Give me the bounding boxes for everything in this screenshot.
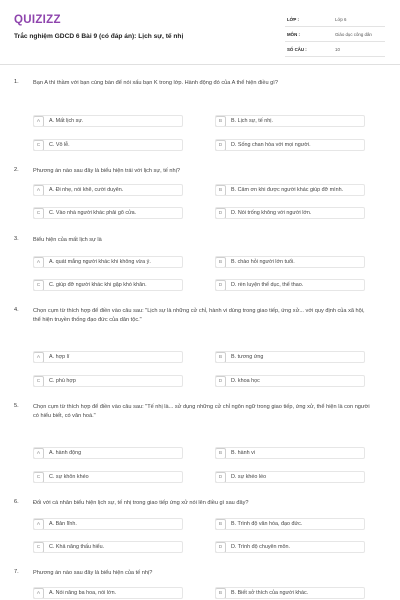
option-a[interactable] [33, 115, 83, 127]
option-box [215, 587, 365, 599]
option-text: A. hợp lí [49, 354, 70, 360]
option-text: C. phù hợp [49, 378, 76, 384]
question-number: 6. [14, 499, 19, 505]
question-number: 5. [14, 403, 19, 409]
header-divider [0, 64, 400, 65]
option-box [33, 184, 183, 196]
option-letter: B [215, 116, 226, 127]
option-d[interactable] [215, 139, 311, 151]
option-text: C. giúp đỡ người khác khi gặp khó khăn. [49, 282, 147, 288]
option-c[interactable] [33, 207, 136, 219]
option-letter: D [215, 280, 226, 291]
info-label: SỐ CÂU : [287, 46, 307, 52]
worksheet-header [0, 0, 400, 62]
question-number: 4. [14, 307, 19, 313]
option-letter: A [33, 185, 44, 196]
option-c[interactable] [33, 541, 104, 553]
option-d[interactable] [215, 541, 290, 553]
option-box [33, 471, 183, 483]
option-box [33, 256, 183, 268]
option-box [215, 207, 365, 219]
option-text: C. sự khôn khéo [49, 474, 89, 480]
option-b[interactable] [215, 587, 308, 599]
option-text: D. Nói trống không với người lớn. [231, 210, 312, 216]
info-label: MÔN : [287, 31, 300, 37]
option-box [33, 518, 183, 530]
option-box [215, 139, 365, 151]
option-letter: C [33, 376, 44, 387]
option-box [33, 207, 183, 219]
option-text: C. Khả năng thấu hiểu. [49, 544, 105, 550]
option-letter: D [215, 472, 226, 483]
option-box [215, 256, 365, 268]
option-text: C. Vào nhà người khác phải gõ cửa. [49, 210, 137, 216]
info-value: Lớp 6 [335, 16, 347, 22]
option-text: D. rèn luyện thể dục, thể thao. [231, 282, 304, 288]
option-c[interactable] [33, 139, 70, 151]
option-text: A. Đi nhẹ, nói khẽ, cười duyên. [49, 187, 124, 193]
option-box [215, 541, 365, 553]
info-value: Giáo dục công dân [335, 31, 372, 37]
option-b[interactable] [215, 115, 273, 127]
option-text: B. Trình độ văn hóa, đạo đức. [231, 521, 303, 527]
option-letter: D [215, 208, 226, 219]
option-letter: C [33, 542, 44, 553]
option-box [33, 587, 183, 599]
option-letter: C [33, 280, 44, 291]
option-text: B. chào hỏi người lớn tuổi. [231, 259, 295, 265]
option-c[interactable] [33, 375, 76, 387]
option-a[interactable] [33, 184, 123, 196]
option-box [215, 471, 365, 483]
info-row-class [285, 12, 385, 27]
option-d[interactable] [215, 471, 266, 483]
option-c[interactable] [33, 279, 147, 291]
option-box [215, 115, 365, 127]
option-letter: B [215, 352, 226, 363]
option-box [33, 139, 183, 151]
question-text: Phương án nào sau đây là biểu hiện trái với lịch sự, tế nhị? [33, 168, 180, 174]
option-letter: A [33, 519, 44, 530]
option-d[interactable] [215, 279, 303, 291]
option-box [33, 351, 183, 363]
option-b[interactable] [215, 184, 343, 196]
option-d[interactable] [215, 207, 311, 219]
option-text: D. sự khéo léo [231, 474, 267, 480]
option-a[interactable] [33, 518, 77, 530]
option-letter: B [215, 448, 226, 459]
option-text: B. Lịch sự, tế nhị. [231, 118, 273, 124]
option-b[interactable] [215, 518, 302, 530]
option-text: B. Biết sở thích của người khác. [231, 590, 309, 596]
question-text: Bạn A thì thầm với bạn cùng bàn để nói xấu bạn K trong lớp. Hành động đó của A thể hiện điều gì? [33, 80, 278, 86]
option-text: D. Trình độ chuyên môn. [231, 544, 291, 550]
option-b[interactable] [215, 351, 263, 363]
question-text: Chọn cụm từ thích hợp để điền vào câu sau: "Tế nhị là... sử dụng những cử chỉ ngôn ngữ trong giao tiếp, ứng xử, thể hiện là con người có hiểu biết, có văn hoá." [33, 404, 370, 419]
option-letter: B [215, 588, 226, 599]
info-value: 10 [335, 46, 340, 52]
question-number: 7. [14, 569, 19, 575]
option-box [33, 279, 183, 291]
option-text: A. Bản lĩnh. [49, 521, 77, 527]
option-letter: A [33, 588, 44, 599]
option-text: B. hành vi [231, 450, 255, 456]
option-letter: D [215, 542, 226, 553]
option-letter: B [215, 257, 226, 268]
info-row-subject [285, 27, 385, 42]
option-letter: C [33, 472, 44, 483]
question-number: 3. [14, 236, 19, 242]
option-text: B. Cảm ơn khi được người khác giúp đỡ mình. [231, 187, 344, 193]
option-letter: A [33, 352, 44, 363]
option-text: A. quát mắng người khác khi không vừa ý. [49, 259, 151, 265]
option-letter: A [33, 116, 44, 127]
option-box [33, 375, 183, 387]
option-box [33, 541, 183, 553]
option-letter: A [33, 257, 44, 268]
option-letter: D [215, 376, 226, 387]
info-row-question-count [285, 42, 385, 57]
question-number: 1. [14, 79, 19, 85]
option-box [215, 375, 365, 387]
option-c[interactable] [33, 471, 89, 483]
option-text: A. Mất lịch sự. [49, 118, 84, 124]
option-b[interactable] [215, 256, 295, 268]
option-text: D. Sống chan hòa với mọi người. [231, 142, 311, 148]
question-text: Chọn cụm từ thích hợp để điền vào câu sau: "Lịch sự là những cử chỉ, hành vi dùng trong giao tiếp, ứng xử... với quy định của xã hội, thể hiện truyền thống đạo đức của dân tộc." [33, 308, 365, 323]
option-a[interactable] [33, 587, 116, 599]
option-text: A. hành động [49, 450, 82, 456]
option-a[interactable] [33, 351, 69, 363]
option-b[interactable] [215, 447, 255, 459]
question-text: Đối với cá nhân biểu hiện lịch sự, tế nhị trong giao tiếp ứng xử nói lên điều gì sau đây? [33, 500, 249, 506]
option-box [215, 279, 365, 291]
option-text: D. khoa học [231, 378, 260, 384]
option-text: B. tương ứng [231, 354, 264, 360]
option-box [215, 351, 365, 363]
option-letter: B [215, 519, 226, 530]
option-box [33, 447, 183, 459]
option-letter: C [33, 208, 44, 219]
question-text: Biểu hiện của mất lịch sự là [33, 237, 102, 243]
option-box [33, 115, 183, 127]
option-letter: B [215, 185, 226, 196]
worksheet-title: Trắc nghiệm GDCD 6 Bài 9 (có đáp án): Lịch sự, tế nhị [14, 33, 184, 40]
info-label: LỚP : [287, 16, 299, 22]
option-d[interactable] [215, 375, 260, 387]
option-box [215, 184, 365, 196]
question-text: Phương án nào sau đây là biểu hiện của tế nhị? [33, 570, 153, 576]
option-text: A. Nói năng ba hoa, nói lớn. [49, 590, 117, 596]
option-letter: C [33, 140, 44, 151]
question-number: 2. [14, 167, 19, 173]
option-letter: A [33, 448, 44, 459]
option-box [215, 518, 365, 530]
option-a[interactable] [33, 447, 81, 459]
worksheet-info-table [285, 12, 385, 57]
quizizz-logo: QUIZIZZ [14, 14, 61, 26]
option-box [215, 447, 365, 459]
option-text: C. Vô lễ. [49, 142, 70, 148]
option-letter: D [215, 140, 226, 151]
option-a[interactable] [33, 256, 151, 268]
